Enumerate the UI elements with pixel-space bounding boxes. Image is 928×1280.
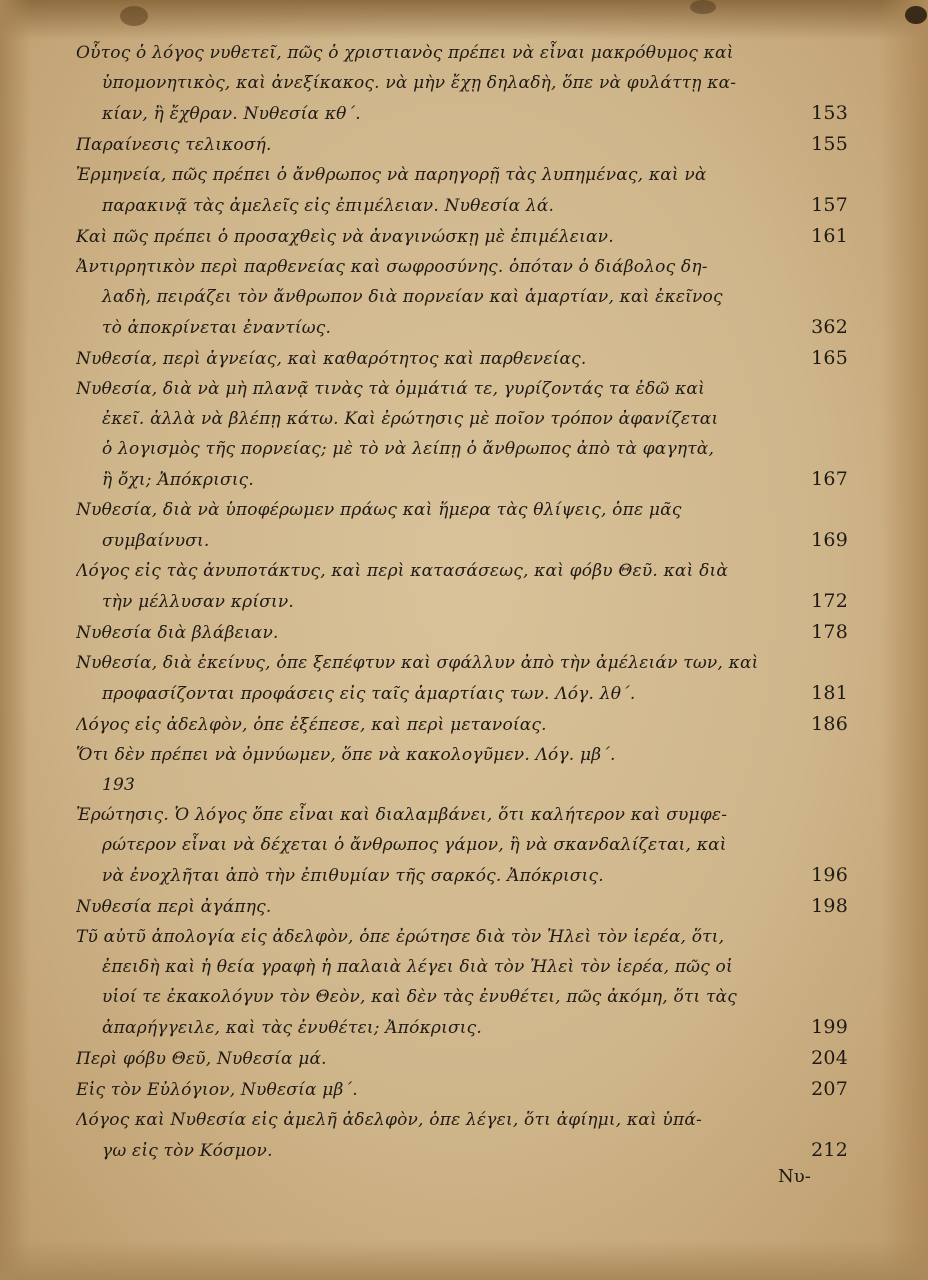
- toc-entry: [76, 38, 848, 129]
- page-number: 169: [811, 529, 848, 551]
- toc-line: [76, 922, 848, 952]
- toc-line-text: Λόγος εἰς ἀδελφὸν, ὁπε ἐξέπεσε, καὶ περὶ μετανοίας.: [76, 715, 547, 735]
- toc-line: [76, 709, 848, 740]
- toc-line: [76, 891, 848, 922]
- toc-line: [76, 38, 848, 68]
- table-of-contents: [76, 38, 848, 1166]
- toc-line-text: λαδὴ, πειράζει τὸν ἄνθρωπον διὰ πορνείαν καὶ ἁμαρτίαν, καὶ ἐκεῖνος: [102, 287, 723, 307]
- page-number: 161: [811, 225, 848, 247]
- toc-line-text: τὸ ἀποκρίνεται ἐναντίως.: [102, 318, 332, 338]
- toc-line: [76, 617, 848, 648]
- toc-line-text: Ὅτι δὲν πρέπει νὰ ὀμνύωμεν, ὅπε νὰ κακολογῦμεν. Λόγ. μβ΄.: [76, 745, 616, 765]
- toc-line: [76, 648, 848, 678]
- toc-line-text: Νυθεσία περὶ ἀγάπης.: [76, 897, 272, 917]
- toc-entry: [76, 252, 848, 343]
- toc-line: [76, 830, 848, 860]
- toc-entry: [76, 922, 848, 1043]
- page-number: 207: [811, 1078, 848, 1100]
- toc-entry: [76, 129, 848, 160]
- right-edge-shadow: [880, 0, 928, 1280]
- toc-line: [76, 800, 848, 830]
- toc-line-text: Ἀντιρρητικὸν περὶ παρθενείας καὶ σωφροσύνης. ὁπόταν ὁ διάβολος δη-: [76, 257, 708, 277]
- toc-line: [76, 68, 848, 98]
- toc-line-text: 193: [102, 775, 136, 795]
- toc-line-text: Τῦ αὐτῦ ἀπολογία εἰς ἀδελφὸν, ὁπε ἐρώτησε διὰ τὸν Ἠλεὶ τὸν ἱερέα, ὅτι,: [76, 927, 725, 947]
- toc-line: [76, 312, 848, 343]
- toc-line: [76, 860, 848, 891]
- page-number: 172: [811, 590, 848, 612]
- toc-entry: [76, 740, 848, 800]
- toc-entry: [76, 709, 848, 740]
- catchword: Νυ-: [778, 1166, 811, 1187]
- toc-line-text: Νυθεσία, διὰ ἐκείνυς, ὁπε ξεπέφτυν καὶ σφάλλυν ἀπὸ τὴν ἀμέλειάν των, καὶ: [76, 653, 759, 673]
- toc-line-text: Νυθεσία, διὰ νὰ μὴ πλανᾷ τινὰς τὰ ὀμμάτιά τε, γυρίζοντάς τα ἐδῶ καὶ: [76, 379, 705, 399]
- toc-line-text: ὑπομονητικὸς, καὶ ἀνεξίκακος. νὰ μὴν ἔχῃ δηλαδὴ, ὅπε νὰ φυλάττῃ κα-: [102, 73, 737, 93]
- toc-entry: [76, 800, 848, 891]
- toc-line: [76, 98, 848, 129]
- toc-line-text: Καὶ πῶς πρέπει ὁ προσαχθεὶς νὰ ἀναγινώσκῃ μὲ ἐπιμέλειαν.: [76, 227, 614, 247]
- toc-entry: [76, 1043, 848, 1074]
- corner-tear: [905, 6, 927, 24]
- toc-line: [76, 221, 848, 252]
- toc-line: [76, 252, 848, 282]
- toc-entry: [76, 556, 848, 617]
- toc-line: [76, 129, 848, 160]
- toc-line-text: ἐπειδὴ καὶ ἡ θεία γραφὴ ἡ παλαιὰ λέγει διὰ τὸν Ἠλεὶ τὸν ἱερέα, πῶς οἱ: [102, 957, 733, 977]
- toc-line: [76, 770, 848, 800]
- page-number: 198: [811, 895, 848, 917]
- toc-line: [76, 525, 848, 556]
- toc-line: [76, 434, 848, 464]
- toc-entry: [76, 891, 848, 922]
- toc-line-text: ὁ λογισμὸς τῆς πορνείας; μὲ τὸ νὰ λείπῃ ὁ ἄνθρωπος ἀπὸ τὰ φαγητὰ,: [102, 439, 715, 459]
- toc-line-text: Περὶ φόβυ Θεῦ, Νυθεσία μά.: [76, 1049, 327, 1069]
- bottom-edge-shadow: [0, 1240, 928, 1280]
- toc-line: [76, 556, 848, 586]
- toc-entry: [76, 495, 848, 556]
- toc-line: [76, 1012, 848, 1043]
- toc-line: [76, 190, 848, 221]
- toc-line: [76, 495, 848, 525]
- page-number: 362: [811, 316, 848, 338]
- toc-line: [76, 160, 848, 190]
- toc-line: [76, 740, 848, 770]
- page-number: 153: [811, 102, 848, 124]
- ink-blot: [120, 6, 148, 26]
- toc-line-text: συμβαίνυσι.: [102, 531, 210, 551]
- toc-entry: [76, 343, 848, 374]
- toc-line-text: Παραίνεσις τελικοσή.: [76, 135, 272, 155]
- toc-entry: [76, 374, 848, 495]
- toc-line-text: προφασίζονται προφάσεις εἰς ταῖς ἁμαρτίαις των. Λόγ. λθ΄.: [102, 684, 636, 704]
- left-edge-shadow: [0, 0, 30, 1280]
- toc-entry: [76, 648, 848, 709]
- page-number: 157: [811, 194, 848, 216]
- toc-line-text: Λόγος εἰς τὰς ἀνυποτάκτυς, καὶ περὶ κατασάσεως, καὶ φόβυ Θεῦ. καὶ διὰ: [76, 561, 729, 581]
- toc-line-text: ἐκεῖ. ἀλλὰ νὰ βλέπῃ κάτω. Καὶ ἐρώτησις μὲ ποῖον τρόπον ἀφανίζεται: [102, 409, 719, 429]
- toc-line-text: Νυθεσία διὰ βλάβειαν.: [76, 623, 279, 643]
- page-number: 155: [811, 133, 848, 155]
- toc-line-text: παρακινᾷ τὰς ἀμελεῖς εἰς ἐπιμέλειαν. Νυθεσία λά.: [102, 196, 555, 216]
- toc-line-text: κίαν, ἢ ἔχθραν. Νυθεσία κθ΄.: [102, 104, 361, 124]
- page-number: 165: [811, 347, 848, 369]
- toc-entry: [76, 160, 848, 221]
- page-number: 178: [811, 621, 848, 643]
- page-number: 212: [811, 1139, 848, 1161]
- toc-line-text: τὴν μέλλυσαν κρίσιν.: [102, 592, 295, 612]
- toc-entry: [76, 617, 848, 648]
- toc-line-text: ρώτερον εἶναι νὰ δέχεται ὁ ἄνθρωπος γάμον, ἢ νὰ σκανδαλίζεται, καὶ: [102, 835, 727, 855]
- ink-blot: [690, 0, 716, 14]
- toc-line-text: Ἐρώτησις. Ὁ λόγος ὅπε εἶναι καὶ διαλαμβάνει, ὅτι καλήτερον καὶ συμφε-: [76, 805, 728, 825]
- toc-line: [76, 952, 848, 982]
- toc-line: [76, 1105, 848, 1135]
- toc-line: [76, 1043, 848, 1074]
- toc-entry: [76, 221, 848, 252]
- toc-line: [76, 343, 848, 374]
- page-number: 181: [811, 682, 848, 704]
- toc-line: [76, 678, 848, 709]
- toc-line-text: υἱοί τε ἐκακολόγυν τὸν Θεὸν, καὶ δὲν τὰς ἐνυθέτει, πῶς ἀκόμη, ὅτι τὰς: [102, 987, 737, 1007]
- page-number: 204: [811, 1047, 848, 1069]
- toc-line: [76, 404, 848, 434]
- toc-entry: [76, 1074, 848, 1105]
- toc-line-text: γω εἰς τὸν Κόσμον.: [102, 1141, 273, 1161]
- toc-line-text: Εἰς τὸν Εὐλόγιον, Νυθεσία μβ΄.: [76, 1080, 358, 1100]
- toc-line-text: ἀπαρήγγειλε, καὶ τὰς ἐνυθέτει; Ἀπόκρισις.: [102, 1018, 482, 1038]
- toc-line-text: Λόγος καὶ Νυθεσία εἰς ἀμελῆ ἀδελφὸν, ὁπε λέγει, ὅτι ἀφίημι, καὶ ὑπά-: [76, 1110, 702, 1130]
- toc-line: [76, 374, 848, 404]
- page-number: 167: [811, 468, 848, 490]
- toc-line: [76, 1074, 848, 1105]
- toc-line-text: ἢ ὄχι; Ἀπόκρισις.: [102, 470, 255, 490]
- toc-line: [76, 464, 848, 495]
- toc-line: [76, 982, 848, 1012]
- page-number: 186: [811, 713, 848, 735]
- toc-line-text: Οὗτος ὁ λόγος νυθετεῖ, πῶς ὁ χριστιανὸς πρέπει νὰ εἶναι μακρόθυμος καὶ: [76, 43, 734, 63]
- toc-entry: [76, 1105, 848, 1166]
- toc-line: [76, 282, 848, 312]
- toc-line: [76, 586, 848, 617]
- page-number: 196: [811, 864, 848, 886]
- toc-line-text: νὰ ἐνοχλῆται ἀπὸ τὴν ἐπιθυμίαν τῆς σαρκός. Ἀπόκρισις.: [102, 866, 604, 886]
- toc-line-text: Ἑρμηνεία, πῶς πρέπει ὁ ἄνθρωπος νὰ παρηγορῇ τὰς λυπημένας, καὶ νὰ: [76, 165, 707, 185]
- toc-line: [76, 1135, 848, 1166]
- toc-line-text: Νυθεσία, περὶ ἁγνείας, καὶ καθαρότητος καὶ παρθενείας.: [76, 349, 587, 369]
- toc-line-text: Νυθεσία, διὰ νὰ ὑποφέρωμεν πράως καὶ ἥμερα τὰς θλίψεις, ὁπε μᾶς: [76, 500, 682, 520]
- page-number: 199: [811, 1016, 848, 1038]
